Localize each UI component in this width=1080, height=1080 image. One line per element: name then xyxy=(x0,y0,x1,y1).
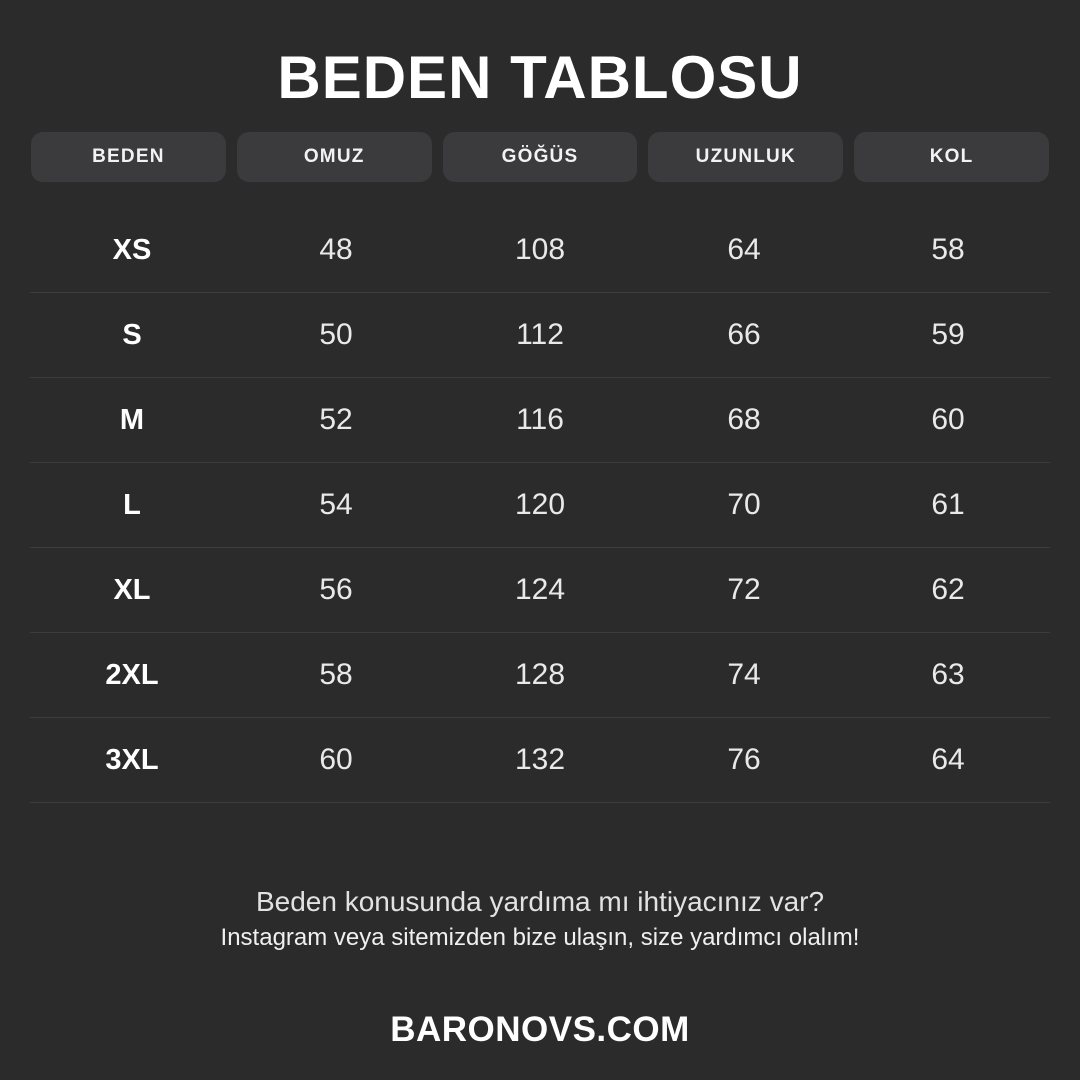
cell-omuz: 52 xyxy=(319,403,353,436)
cell-beden: XL xyxy=(113,573,151,606)
cell-beden: L xyxy=(123,488,141,521)
cell-omuz: 48 xyxy=(319,233,353,266)
cell-gogus: 112 xyxy=(516,318,564,351)
cell-kol: 62 xyxy=(931,573,965,606)
cell-kol: 61 xyxy=(931,488,965,521)
cell-omuz: 56 xyxy=(319,573,353,606)
table-row xyxy=(30,378,1050,463)
cell-kol: 63 xyxy=(931,658,965,691)
cell-kol: 59 xyxy=(931,318,965,351)
cell-beden: M xyxy=(119,403,145,436)
cell-beden: S xyxy=(122,318,142,351)
table-row xyxy=(30,548,1050,633)
table-row xyxy=(30,208,1050,293)
cell-uzunluk: 72 xyxy=(727,573,761,606)
column-header-beden: BEDEN xyxy=(31,132,226,182)
table-row xyxy=(30,718,1050,803)
cell-beden: 2XL xyxy=(105,658,159,691)
help-question: Beden konusunda yardıma mı ihtiyacınız var? xyxy=(255,886,825,917)
table-row xyxy=(30,633,1050,718)
cell-gogus: 116 xyxy=(516,403,564,436)
cell-kol: 58 xyxy=(931,233,965,266)
cell-uzunluk: 74 xyxy=(727,658,761,691)
cell-gogus: 128 xyxy=(514,658,566,691)
page-title: BEDEN TABLOSU xyxy=(277,44,803,111)
cell-gogus: 124 xyxy=(514,573,566,606)
table-row xyxy=(30,463,1050,548)
cell-gogus: 132 xyxy=(514,743,566,776)
column-header-kol: KOL xyxy=(854,132,1049,182)
cell-omuz: 54 xyxy=(319,488,353,521)
cell-omuz: 50 xyxy=(319,318,353,351)
cell-gogus: 120 xyxy=(514,488,566,521)
cell-uzunluk: 76 xyxy=(727,743,761,776)
size-table-body xyxy=(30,208,1050,803)
cell-uzunluk: 66 xyxy=(727,318,761,351)
cell-uzunluk: 64 xyxy=(727,233,761,266)
cell-omuz: 58 xyxy=(319,658,353,691)
cell-gogus: 108 xyxy=(514,233,566,266)
cell-omuz: 60 xyxy=(319,743,353,776)
help-contact: Instagram veya sitemizden bize ulaşın, size yardımcı olalım! xyxy=(220,924,860,951)
cell-beden: 3XL xyxy=(105,743,159,776)
table-header-row xyxy=(30,132,1050,182)
column-header-uzunluk: UZUNLUK xyxy=(648,132,843,182)
column-header-omuz: OMUZ xyxy=(237,132,432,182)
footer xyxy=(30,886,1050,1080)
cell-beden: XS xyxy=(112,233,152,266)
brand-website: BARONOVS.COM xyxy=(390,1010,690,1049)
cell-uzunluk: 70 xyxy=(727,488,761,521)
cell-kol: 60 xyxy=(931,403,965,436)
cell-uzunluk: 68 xyxy=(727,403,761,436)
cell-kol: 64 xyxy=(931,743,965,776)
table-row xyxy=(30,293,1050,378)
column-header-gogus: GÖĞÜS xyxy=(443,132,638,182)
